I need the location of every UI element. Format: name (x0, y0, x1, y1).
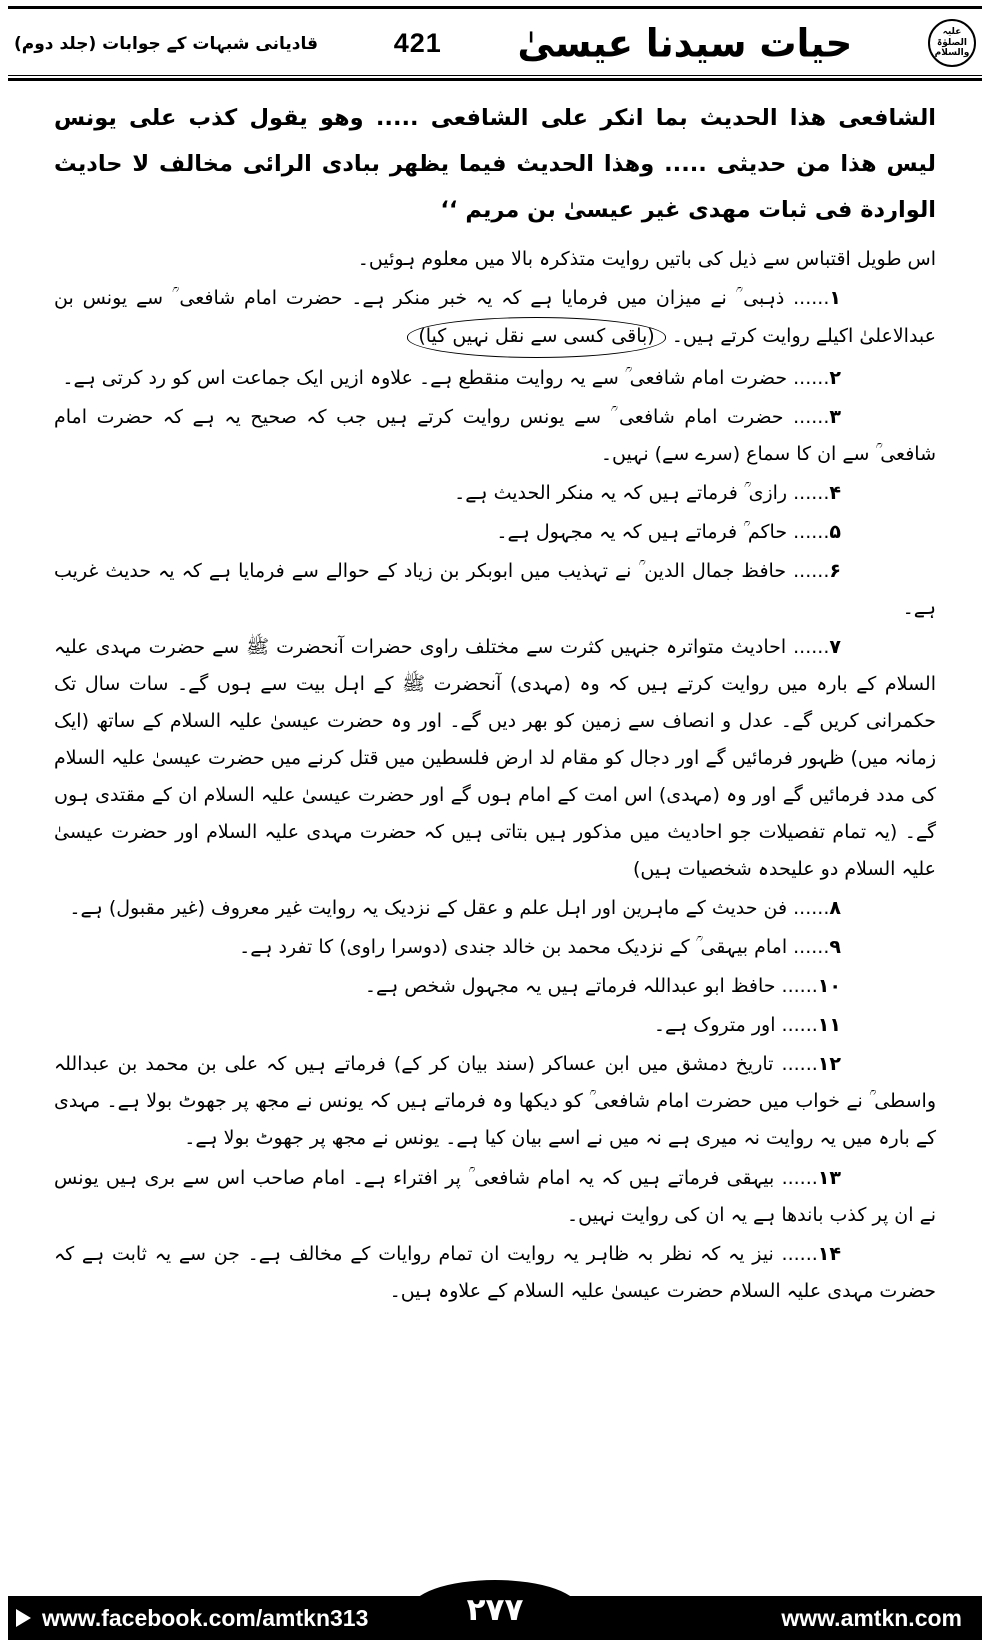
item-number: ۱۰ (817, 975, 841, 998)
item-number: ۶ (829, 559, 841, 582)
item-dots: ...... (793, 366, 830, 389)
item-dots: ...... (793, 897, 830, 920)
item-number: ۸ (829, 897, 841, 920)
page-header (0, 6, 990, 81)
item-dots: ...... (793, 405, 830, 428)
item-dots: ...... (793, 481, 830, 504)
item-text: احادیث متواترہ جنہیں کثرت سے مختلف راوی حضرات آنحضرت ﷺ سے حضرت مہدی علیہ السلام کے بارہ میں روایت کرتے ہیں کہ وہ (مہدی) آنحضرت ﷺ کے اہل بیت سے ہوں گے۔ سات سال تک حکمرانی کریں گے۔ عدل و انصاف سے زمین کو بھر دیں گے۔ اور وہ حضرت عیسیٰ علیہ السلام کے ساتھ (ایک زمانہ میں) ظہور فرمائیں گے اور دجال کو مقام لد ارض فلسطین میں قتل کرنے میں حضرت عیسیٰ علیہ السلام کی مدد فرمائیں گے اور وہ (مہدی) اس امت کے امام ہوں گے اور حضرت عیسیٰ علیہ السلام ان کے مقتدی ہوں گے۔ (یہ تمام تفصیلات جو احادیث میں مذکور ہیں بتاتی ہیں کہ حضرت مہدی علیہ السلام اور حضرت عیسیٰ علیہ السلام دو علیحدہ شخصیات ہیں) (54, 635, 936, 881)
item-number: ۱۲ (817, 1053, 841, 1076)
item-number: ۱۱ (817, 1014, 841, 1037)
page-footer (8, 1592, 982, 1640)
website-url: www.amtkn.com (781, 1604, 962, 1631)
list-item (54, 629, 936, 888)
list-item (54, 514, 936, 551)
item-number: ۹ (829, 936, 841, 959)
facebook-url: www.facebook.com/amtkn313 (42, 1604, 369, 1631)
item-number: ۱ (829, 287, 841, 310)
item-number: ۱۴ (817, 1242, 841, 1265)
honorific-seal-icon: علیہ الصلوٰۃ والسلام (928, 19, 976, 67)
list-item (54, 475, 936, 512)
list-item (54, 890, 936, 927)
list-item (54, 280, 936, 357)
list-item (54, 360, 936, 397)
intro-line: اس طویل اقتباس سے ذیل کی باتیں روایت متذکرہ بالا میں معلوم ہوئیں۔ (357, 248, 936, 271)
item-number: ۴ (829, 481, 841, 504)
item-dots: ...... (793, 520, 830, 543)
list-item (54, 1046, 936, 1157)
item-dots: ...... (781, 1053, 818, 1076)
item-number: ۱۳ (817, 1166, 842, 1189)
play-arrow-icon (16, 1609, 31, 1627)
item-text: ذہبی ؒ نے میزان میں فرمایا ہے کہ یہ خبر منکر ہے۔ حضرت امام شافعی ؒ سے یونس بن عبدالاعلیٰ اکیلے روایت کرتے ہیں۔ (54, 287, 936, 348)
page-number: 421 (393, 27, 442, 58)
series-title: قادیانی شبہات کے جوابات (جلد دوم) (14, 33, 318, 54)
item-dots: ...... (781, 1166, 818, 1189)
item-number: ۳ (829, 405, 841, 428)
list-item (54, 1236, 936, 1310)
item-text: نیز یہ کہ نظر بہ ظاہر یہ روایت ان تمام روایات کے مخالف ہے۔ جن سے یہ ثابت ہے کہ حضرت مہدی علیہ السلام حضرت عیسیٰ علیہ السلام کے علاوہ ہیں۔ (54, 1242, 936, 1302)
item-text: حافظ ابو عبداللہ فرماتے ہیں یہ مجہول شخص ہے۔ (364, 975, 776, 998)
item-text: امام بیہقی ؒ کے نزدیک محمد بن خالد جندی (دوسرا راوی) کا تفرد ہے۔ (239, 936, 788, 959)
item-dots: ...... (793, 287, 830, 310)
item-text: بیہقی فرماتے ہیں کہ یہ امام شافعی ؒ پر افتراء ہے۔ امام صاحب اس سے بری ہیں یونس نے ان پر کذب باندھا ہے یہ ان کی روایت نہیں۔ (54, 1166, 936, 1226)
list-item (54, 1160, 936, 1234)
item-text: حافظ جمال الدین ؒ نے تہذیب میں ابوبکر بن زیاد کے حوالے سے فرمایا ہے کہ یہ حدیث غریب ہے۔ (54, 559, 936, 619)
circled-note: (باقی کسی سے نقل نہیں کیا) (407, 317, 665, 357)
arabic-quote: الشافعى هذا الحديث بما انكر على الشافعى ..... وهو يقول كذب على يونس ليس هذا من حديثى ..... وهذا الحديث فيما يظهر ببادى الرائى مخالف لا حاديث الواردة فى ثبات مهدى غير عيسىٰ بن مريم ‘‘ (54, 105, 936, 224)
list-item (54, 553, 936, 627)
item-dots: ...... (793, 635, 830, 658)
footer-bar (8, 1592, 982, 1640)
list-item (54, 929, 936, 966)
page-number-oval (410, 1580, 580, 1640)
urdu-page-number: ۲۷۷ (466, 1592, 524, 1628)
item-dots: ...... (781, 1242, 818, 1265)
item-text: تاریخ دمشق میں ابن عساکر (سند بیان کر کے) فرماتے ہیں کہ علی بن محمد بن عبداللہ واسطی ؒ نے خواب میں حضرت امام شافعی ؒ کو دیکھا وہ فرماتے ہیں کہ یونس نے مجھ پر جھوٹ بولا ہے۔ مہدی کے بارہ میں یہ روایت نہ میری ہے نہ میں نے اسے بیان کیا ہے۔ یونس نے مجھ پر جھوٹ بولا ہے۔ (54, 1053, 936, 1150)
item-dots: ...... (793, 936, 830, 959)
item-text: فن حدیث کے ماہرین اور اہل علم و عقل کے نزدیک یہ روایت غیر معروف (غیر مقبول) ہے۔ (69, 897, 788, 920)
item-dots: ...... (793, 559, 830, 582)
item-dots: ...... (781, 975, 818, 998)
item-text: رازی ؒ فرماتے ہیں کہ یہ منکر الحدیث ہے۔ (454, 481, 788, 504)
item-number: ۷ (829, 635, 841, 658)
list-item (54, 399, 936, 473)
list-item (54, 968, 936, 1005)
item-text: اور متروک ہے۔ (653, 1014, 776, 1037)
item-number: ۲ (829, 366, 841, 389)
page-body (0, 81, 990, 1310)
list-item (54, 1007, 936, 1044)
item-text: حاکم ؒ فرماتے ہیں کہ یہ مجہول ہے۔ (496, 520, 788, 543)
item-number: ۵ (829, 520, 841, 543)
item-text: حضرت امام شافعی ؒ سے یونس روایت کرتے ہیں جب کہ صحیح یہ ہے کہ حضرت امام شافعی ؒ سے ان کا سماع (سرے سے) نہیں۔ (54, 405, 936, 465)
item-dots: ...... (781, 1014, 818, 1037)
book-title: حیات سیدنا عیسیٰ (517, 20, 853, 66)
item-text: حضرت امام شافعی ؒ سے یہ روایت منقطع ہے۔ علاوہ ازیں ایک جماعت اس کو رد کرتی ہے۔ (62, 366, 788, 389)
